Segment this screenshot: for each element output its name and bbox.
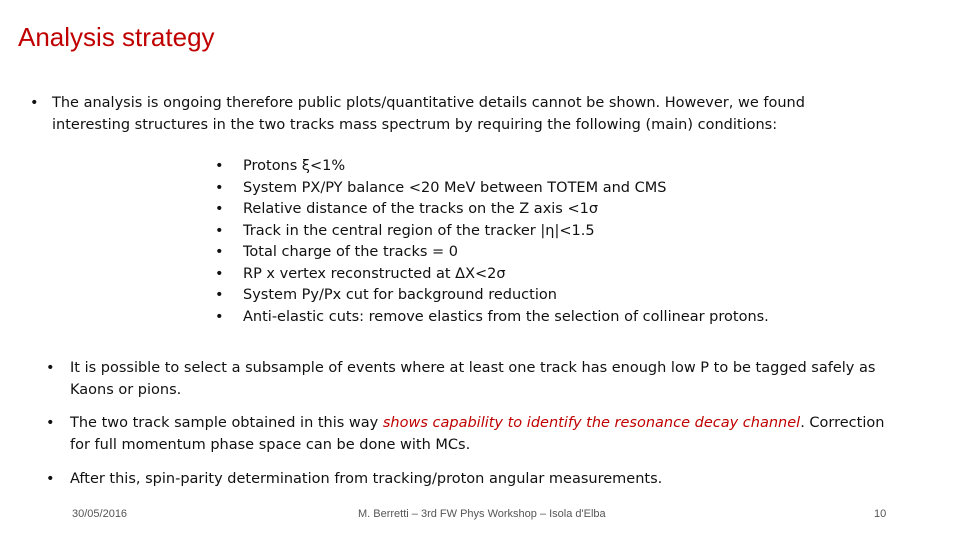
conditions-list bbox=[215, 156, 815, 328]
condition-text: Total charge of the tracks = 0 bbox=[243, 244, 459, 260]
condition-text: Track in the central region of the tracker |η|<1.5 bbox=[243, 222, 595, 239]
condition-item bbox=[215, 156, 815, 178]
bullet-dot: • bbox=[215, 179, 224, 196]
slide-title: Analysis strategy bbox=[18, 22, 215, 52]
footer-author: M. Berretti – 3rd FW Phys Workshop – Isola d'Elba bbox=[358, 508, 606, 520]
bullet-dot: • bbox=[46, 360, 55, 376]
resonance-text-pre: The two track sample obtained in this way bbox=[70, 415, 383, 431]
condition-text: Relative distance of the tracks on the Z axis <1σ bbox=[243, 201, 599, 217]
condition-text: Protons ξ<1% bbox=[243, 158, 346, 174]
footer-page-number: 10 bbox=[874, 508, 887, 520]
bullet-dot: • bbox=[215, 265, 224, 282]
bullet-dot: • bbox=[30, 95, 39, 111]
spin-parity-text: After this, spin-parity determination from tracking/proton angular measurements. bbox=[70, 471, 663, 487]
condition-item bbox=[215, 285, 815, 307]
bullet-dot: • bbox=[215, 158, 224, 174]
bullet-dot: • bbox=[215, 244, 224, 260]
bullet-dot: • bbox=[46, 471, 55, 487]
condition-item bbox=[215, 307, 815, 329]
spin-parity-bullet bbox=[46, 468, 886, 490]
resonance-text-post: . Correction for full momentum phase space can be done with MCs. bbox=[70, 415, 885, 453]
subsample-text: It is possible to select a subsample of events where at least one track has enough low P to be tagged safely as Kaons or pions. bbox=[70, 360, 876, 398]
footer-date: 30/05/2016 bbox=[72, 508, 128, 520]
condition-item bbox=[215, 178, 815, 200]
bullet-dot: • bbox=[46, 415, 55, 431]
subsample-bullet bbox=[46, 357, 886, 401]
condition-item bbox=[215, 221, 815, 243]
bullet-dot: • bbox=[215, 201, 224, 217]
resonance-emphasis: shows capability to identify the resonance decay channel bbox=[382, 415, 801, 431]
condition-text: Anti-elastic cuts: remove elastics from the selection of collinear protons. bbox=[243, 308, 769, 325]
bullet-dot: • bbox=[215, 287, 224, 303]
intro-text: The analysis is ongoing therefore public plots/quantitative details cannot be shown. However, we found interesting structures in the two tracks mass spectrum by requiring the following (main) conditions: bbox=[52, 95, 805, 133]
resonance-bullet bbox=[46, 412, 886, 456]
intro-bullet bbox=[30, 92, 830, 136]
condition-text: System Py/Px cut for background reduction bbox=[243, 287, 557, 303]
condition-text: System PX/PY balance <20 MeV between TOTEM and CMS bbox=[243, 179, 667, 196]
condition-item bbox=[215, 199, 815, 221]
bullet-dot: • bbox=[215, 222, 224, 239]
resonance-text bbox=[70, 412, 886, 456]
condition-item bbox=[215, 242, 815, 264]
condition-text: RP x vertex reconstructed at ΔX<2σ bbox=[243, 265, 506, 282]
condition-item bbox=[215, 264, 815, 286]
bullet-dot: • bbox=[215, 308, 224, 325]
